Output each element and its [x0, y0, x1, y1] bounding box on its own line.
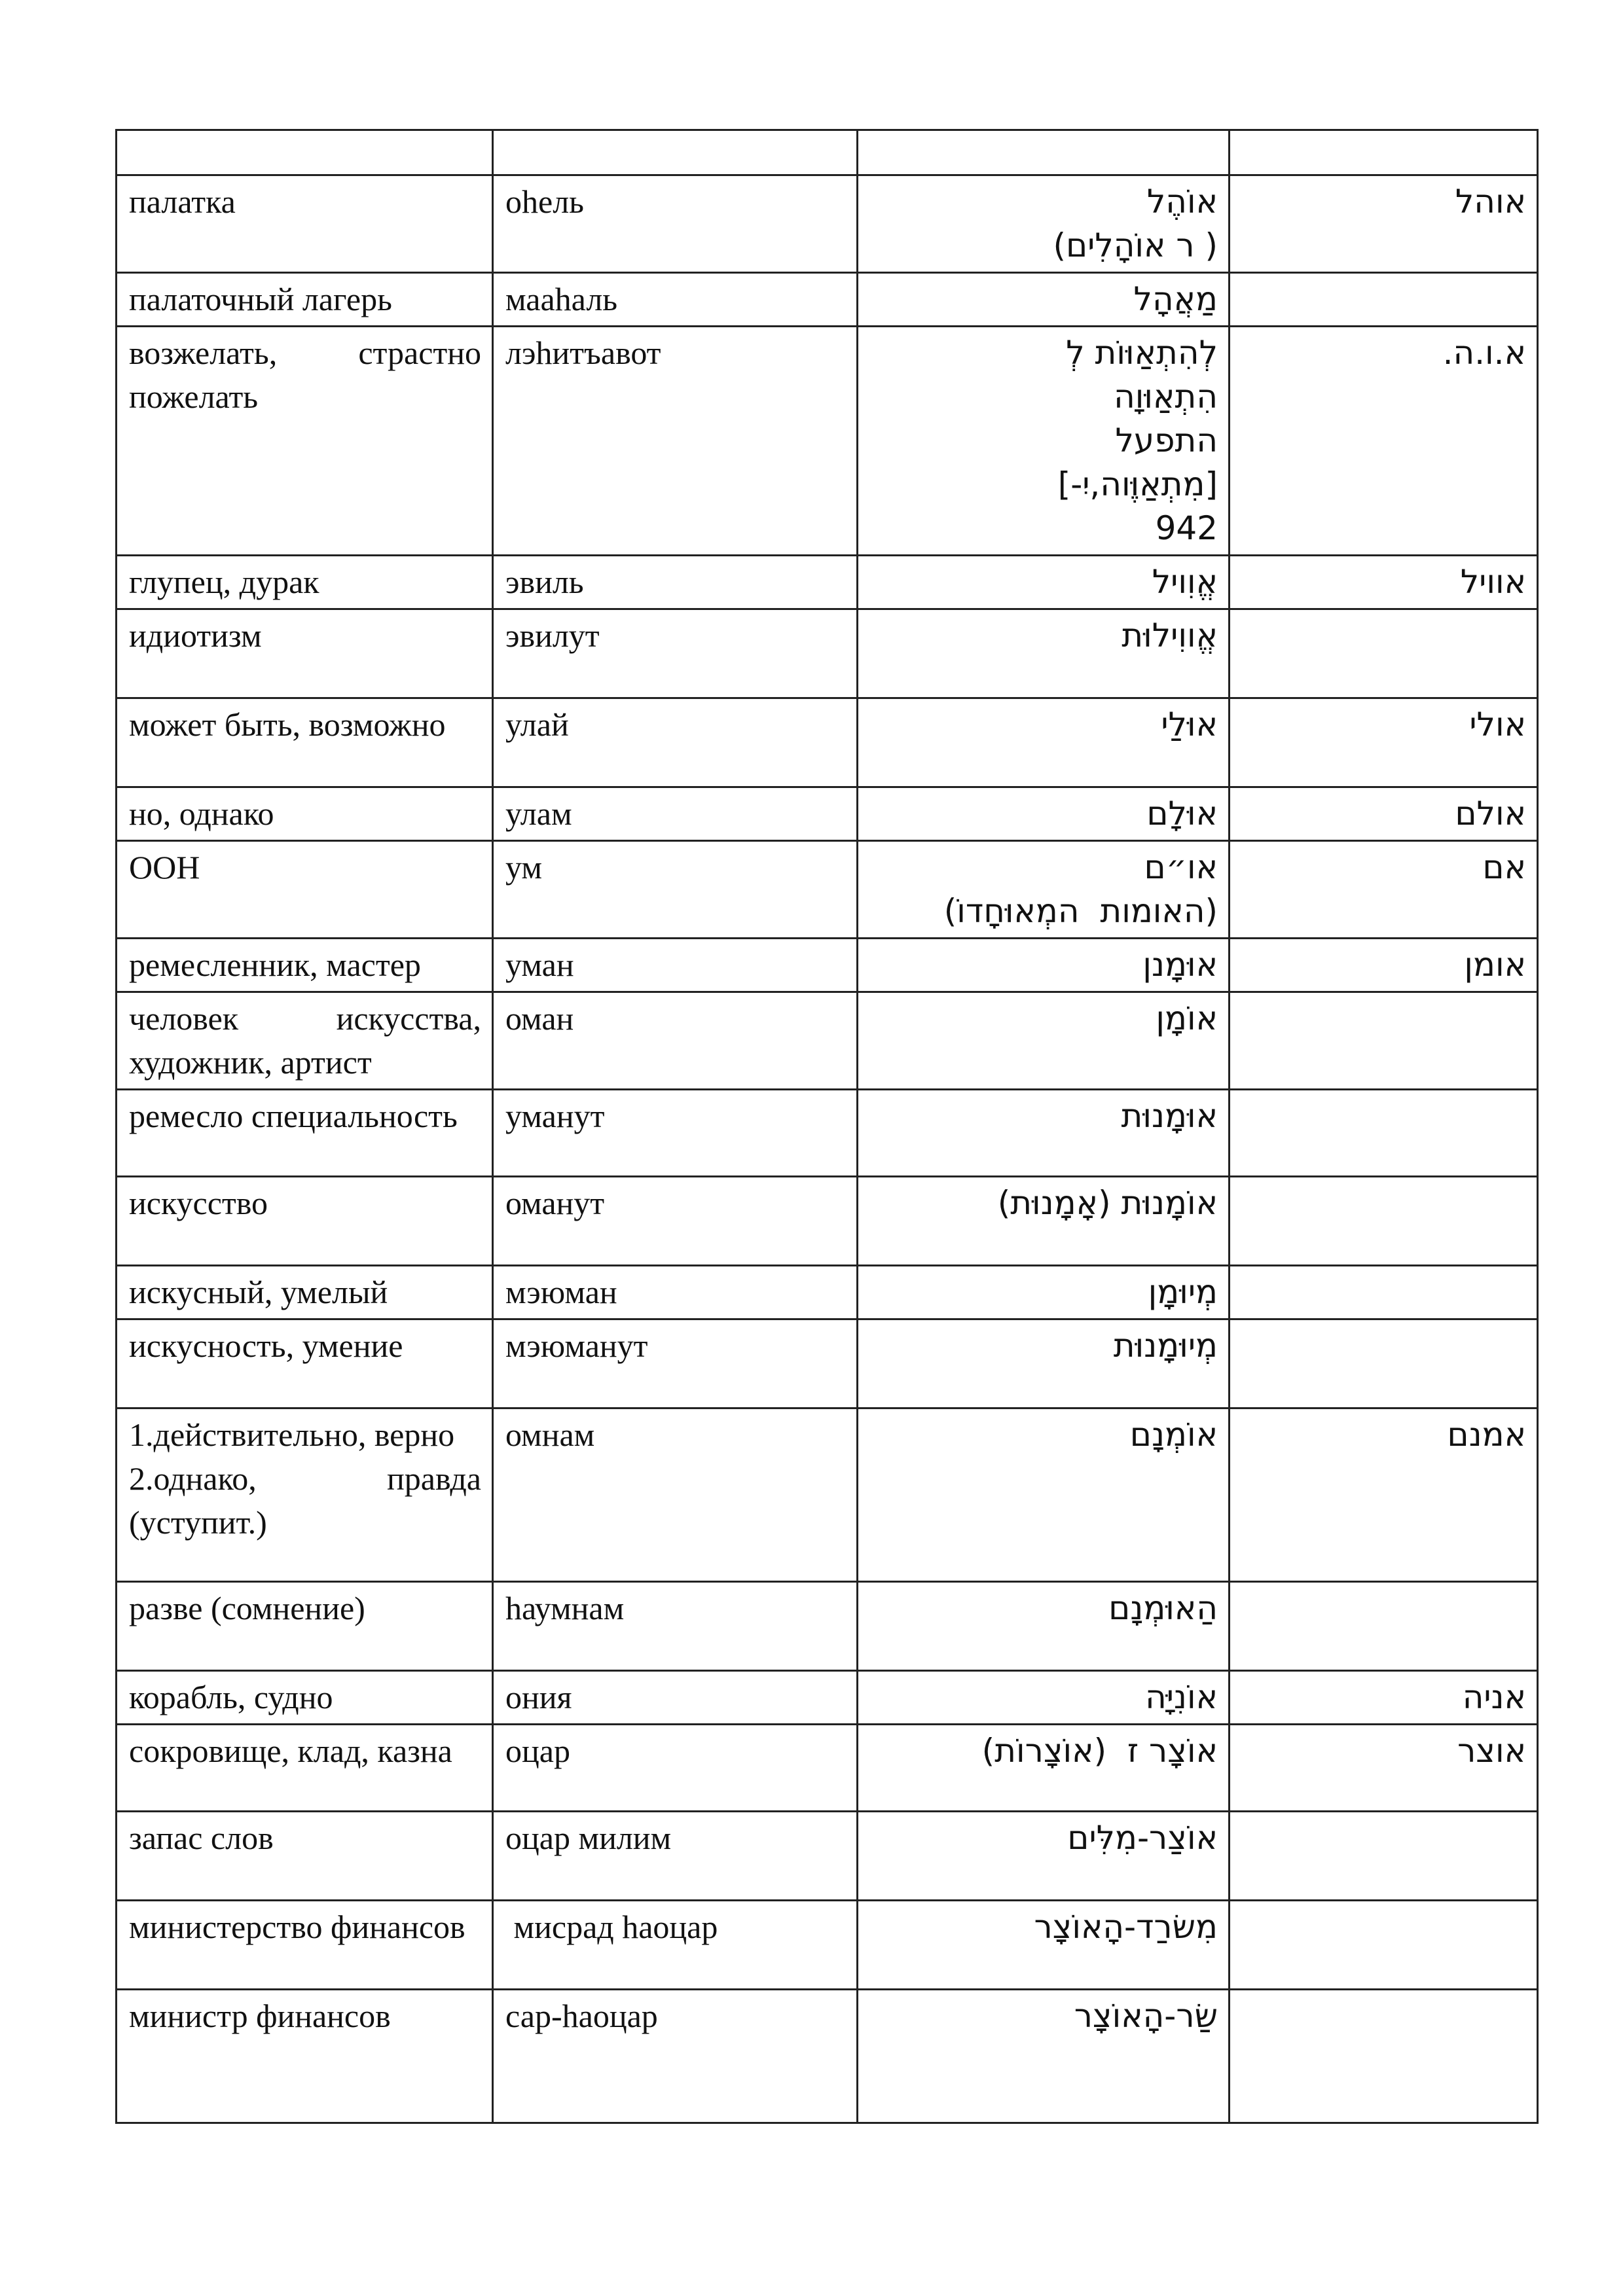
- transliteration-cell: уман: [493, 939, 858, 992]
- hebrew-line: הַאוּמְנָם: [1108, 1589, 1218, 1627]
- table-row: [117, 698, 1538, 787]
- table-row: [117, 1319, 1538, 1408]
- russian-meaning-cell: министерство финансов: [117, 1901, 493, 1990]
- russian-meaning-cell: искусство: [117, 1177, 493, 1266]
- root-cell: [1230, 273, 1538, 327]
- table-row: [117, 327, 1538, 556]
- transliteration-cell: оцар милим: [493, 1812, 858, 1901]
- vocabulary-table: [115, 129, 1539, 2124]
- hebrew-word-cell: [858, 609, 1230, 698]
- hebrew-line: או״ם: [1144, 848, 1218, 886]
- transliteration-cell: эвиль: [493, 556, 858, 609]
- russian-meaning-cell: человек искусства, художник, артист: [117, 992, 493, 1090]
- transliteration-cell: ония: [493, 1671, 858, 1725]
- hebrew-word-cell: [858, 1725, 1230, 1812]
- table-row: [117, 1408, 1538, 1582]
- hebrew-line: אוֹמְנָם: [1129, 1416, 1218, 1454]
- table-row: [117, 130, 1538, 175]
- transliteration-cell: улам: [493, 787, 858, 841]
- transliteration-cell: сар-hаоцар: [493, 1990, 858, 2123]
- transliteration-cell: мэюман: [493, 1266, 858, 1319]
- russian-meaning-cell: ремесло специальность: [117, 1090, 493, 1177]
- russian-meaning-cell: 1.действительно, верно 2.однако, правда (уступит.): [117, 1408, 493, 1582]
- hebrew-word-cell: [858, 1319, 1230, 1408]
- transliteration-cell: оманут: [493, 1177, 858, 1266]
- table-row: [117, 1266, 1538, 1319]
- russian-meaning-cell: палаточный лагерь: [117, 273, 493, 327]
- hebrew-line: הִתְאַוּוָה: [1114, 378, 1218, 416]
- table-row: [117, 1090, 1538, 1177]
- russian-meaning-cell: идиотизм: [117, 609, 493, 698]
- hebrew-line: אוֹצַר-מִלִּים: [1067, 1819, 1218, 1857]
- hebrew-word-cell: [858, 1671, 1230, 1725]
- hebrew-word-cell: [858, 1901, 1230, 1990]
- table-row: [117, 556, 1538, 609]
- table-row: [117, 992, 1538, 1090]
- russian-meaning-cell: может быть, возможно: [117, 698, 493, 787]
- russian-meaning-cell: ООН: [117, 841, 493, 939]
- hebrew-word-cell: [858, 327, 1230, 556]
- hebrew-word-cell: [858, 175, 1230, 273]
- table-row: [117, 273, 1538, 327]
- hebrew-word-cell: [858, 1812, 1230, 1901]
- russian-meaning-cell: глупец, дурак: [117, 556, 493, 609]
- vocabulary-table-body: [117, 130, 1538, 2123]
- hebrew-line: אוֹהֶל: [1146, 183, 1218, 221]
- root-cell: [1230, 1812, 1538, 1901]
- root-cell: אולם: [1230, 787, 1538, 841]
- root-cell: [1230, 130, 1538, 175]
- transliteration-cell: омнам: [493, 1408, 858, 1582]
- root-cell: אומן: [1230, 939, 1538, 992]
- root-cell: [1230, 1901, 1538, 1990]
- root-cell: [1230, 992, 1538, 1090]
- transliteration-cell: мааhаль: [493, 273, 858, 327]
- root-cell: אוצר: [1230, 1725, 1538, 1812]
- hebrew-line: אוּלָם: [1146, 795, 1218, 833]
- table-row: [117, 1177, 1538, 1266]
- hebrew-line: מְיוּמָנוּת: [1113, 1327, 1218, 1365]
- transliteration-cell: улай: [493, 698, 858, 787]
- hebrew-line: אוּלַי: [1161, 706, 1218, 744]
- root-cell: [1230, 1582, 1538, 1671]
- table-row: [117, 609, 1538, 698]
- russian-meaning-cell: возжелать, страстно пожелать: [117, 327, 493, 556]
- root-cell: [1230, 1990, 1538, 2123]
- hebrew-word-cell: [858, 1408, 1230, 1582]
- hebrew-line: אוֹמָנוּת (אָמָנוּת): [997, 1184, 1218, 1222]
- table-row: [117, 787, 1538, 841]
- hebrew-line: אֱווִילוּת: [1122, 617, 1218, 655]
- table-row: [117, 1812, 1538, 1901]
- hebrew-line: [מִתְאַוֶּוה,יִ-]: [1057, 465, 1218, 503]
- transliteration-cell: оцар: [493, 1725, 858, 1812]
- transliteration-cell: оhель: [493, 175, 858, 273]
- table-row: [117, 939, 1538, 992]
- transliteration-cell: мисрад hаоцар: [493, 1901, 858, 1990]
- russian-meaning-cell: но, однако: [117, 787, 493, 841]
- russian-meaning-cell: запас слов: [117, 1812, 493, 1901]
- hebrew-word-cell: [858, 939, 1230, 992]
- table-row: [117, 175, 1538, 273]
- hebrew-line: התפעל: [1115, 422, 1218, 459]
- hebrew-line: שַׂר-הָאוֹצָר: [1074, 1997, 1218, 2035]
- russian-meaning-cell: [117, 130, 493, 175]
- root-cell: אניה: [1230, 1671, 1538, 1725]
- hebrew-line: מַאֲהָל: [1133, 280, 1218, 318]
- hebrew-line: אֱוִויל: [1152, 563, 1218, 601]
- root-cell: אם: [1230, 841, 1538, 939]
- transliteration-cell: оман: [493, 992, 858, 1090]
- hebrew-word-cell: [858, 1582, 1230, 1671]
- root-cell: [1230, 1266, 1538, 1319]
- hebrew-line: (האומות המְאוּחָדוֹ): [943, 892, 1218, 930]
- hebrew-line: אוּמָנוּת: [1121, 1097, 1218, 1135]
- hebrew-word-cell: [858, 1990, 1230, 2123]
- hebrew-line: מְיוּמָן: [1148, 1273, 1218, 1311]
- hebrew-word-cell: [858, 841, 1230, 939]
- hebrew-line: לְהִתְאַוּוֹת לְ: [1066, 334, 1218, 372]
- hebrew-word-cell: [858, 1266, 1230, 1319]
- russian-meaning-cell: палатка: [117, 175, 493, 273]
- hebrew-line: אוּמָנן: [1142, 946, 1218, 984]
- root-cell: [1230, 609, 1538, 698]
- hebrew-line: אוֹמָן: [1156, 999, 1218, 1037]
- hebrew-word-cell: [858, 556, 1230, 609]
- russian-meaning-cell: разве (сомнение): [117, 1582, 493, 1671]
- root-cell: אמנם: [1230, 1408, 1538, 1582]
- russian-meaning-cell: искусность, умение: [117, 1319, 493, 1408]
- root-cell: אוהל: [1230, 175, 1538, 273]
- russian-meaning-cell: корабль, судно: [117, 1671, 493, 1725]
- hebrew-word-cell: [858, 1177, 1230, 1266]
- hebrew-line: ( ר אוֹהָלִים): [1053, 226, 1218, 264]
- hebrew-word-cell: [858, 273, 1230, 327]
- hebrew-word-cell: [858, 787, 1230, 841]
- root-cell: [1230, 1090, 1538, 1177]
- hebrew-word-cell: [858, 698, 1230, 787]
- root-cell: א.ו.ה.: [1230, 327, 1538, 556]
- table-row: [117, 1725, 1538, 1812]
- hebrew-word-cell: [858, 1090, 1230, 1177]
- transliteration-cell: hаумнам: [493, 1582, 858, 1671]
- hebrew-word-cell: [858, 992, 1230, 1090]
- hebrew-word-cell: [858, 130, 1230, 175]
- transliteration-cell: эвилут: [493, 609, 858, 698]
- table-row: [117, 1990, 1538, 2123]
- root-cell: [1230, 1177, 1538, 1266]
- table-row: [117, 1582, 1538, 1671]
- russian-meaning-cell: ремесленник, мастер: [117, 939, 493, 992]
- transliteration-cell: уманут: [493, 1090, 858, 1177]
- hebrew-line: 942: [1155, 509, 1218, 547]
- table-row: [117, 1671, 1538, 1725]
- root-cell: אולי: [1230, 698, 1538, 787]
- russian-meaning-cell: искусный, умелый: [117, 1266, 493, 1319]
- transliteration-cell: мэюманут: [493, 1319, 858, 1408]
- root-cell: [1230, 1319, 1538, 1408]
- table-row: [117, 841, 1538, 939]
- hebrew-line: אוֹצָר ז (אוֹצָרוֹת): [981, 1732, 1218, 1770]
- transliteration-cell: [493, 130, 858, 175]
- russian-meaning-cell: сокровище, клад, казна: [117, 1725, 493, 1812]
- transliteration-cell: лэhитъавот: [493, 327, 858, 556]
- hebrew-line: אוֹנִיָּה: [1145, 1678, 1218, 1716]
- transliteration-cell: ум: [493, 841, 858, 939]
- table-row: [117, 1901, 1538, 1990]
- root-cell: אוויל: [1230, 556, 1538, 609]
- russian-meaning-cell: министр финансов: [117, 1990, 493, 2123]
- hebrew-line: מִשׂרַד-הָאוֹצָר: [1034, 1908, 1218, 1946]
